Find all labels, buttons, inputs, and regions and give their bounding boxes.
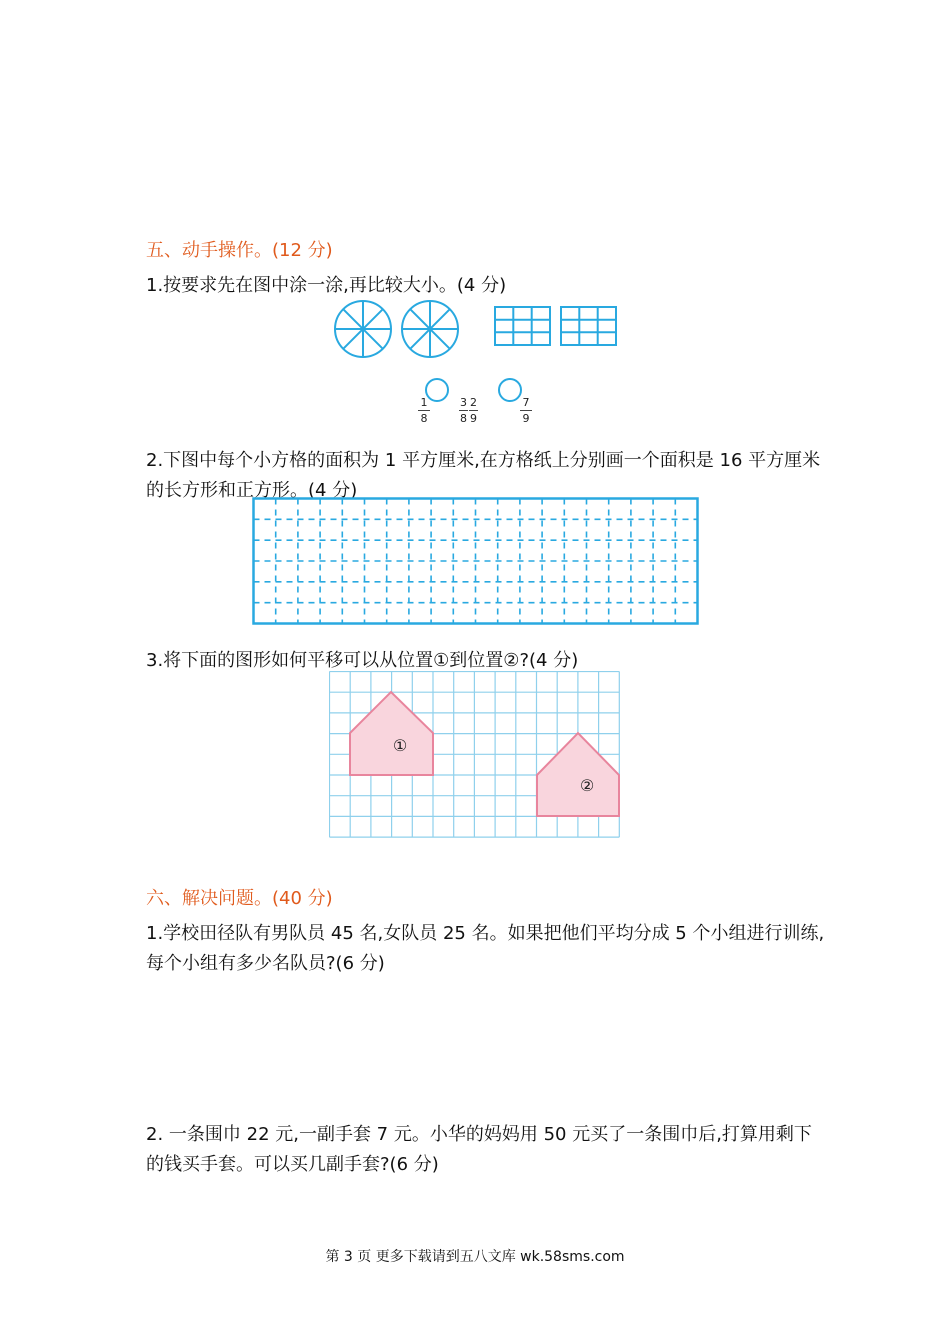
house-shape-position-1 <box>350 692 433 775</box>
fraction-denominator: 8 <box>460 412 467 425</box>
translation-grid <box>329 671 621 840</box>
question-6-2: 2. 一条围巾 22 元,一副手套 7 元。小华的妈妈用 50 元买了一条围巾后,打算用剩下的钱买手套。可以买几副手套?(6 分) <box>146 1124 812 1175</box>
fraction-2-9 <box>469 396 478 425</box>
question-5-2: 2.下图中每个小方格的面积为 1 平方厘米,在方格纸上分别画一个面积是 16 平方厘米的长方形和正方形。(4 分) <box>146 450 821 501</box>
fraction-7-9 <box>520 396 532 425</box>
fraction-denominator: 9 <box>470 412 477 425</box>
house-shape-position-2 <box>537 733 619 816</box>
fraction-3-8 <box>459 396 468 425</box>
fraction-numerator: 7 <box>522 396 530 409</box>
fraction-figures <box>330 296 630 360</box>
question-6-1: 1.学校田径队有男队员 45 名,女队员 25 名。如果把他们平均分成 5 个小组进行训练,每个小组有多少名队员?(6 分) <box>146 923 825 974</box>
section-5-title: 五、动手操作。(12 分) <box>146 240 333 261</box>
circle-eighths-2 <box>402 301 458 357</box>
fraction-denominator: 9 <box>522 412 530 425</box>
position-2-label: ② <box>579 776 595 795</box>
compare-circle-2 <box>499 379 521 401</box>
section-6-title: 六、解决问题。(40 分) <box>146 888 333 909</box>
square-grid-paper <box>252 497 700 627</box>
rect-ninths-2 <box>561 307 616 345</box>
position-1-label: ① <box>392 736 408 755</box>
fraction-denominator: 8 <box>420 412 428 425</box>
question-5-3: 3.将下面的图形如何平移可以从位置①到位置②?(4 分) <box>146 650 579 671</box>
rect-ninths-1 <box>495 307 550 345</box>
fraction-numerator: 2 <box>470 396 477 409</box>
fraction-numerator: 3 <box>460 396 467 409</box>
question-5-1: 1.按要求先在图中涂一涂,再比较大小。(4 分) <box>146 275 507 296</box>
page-footer: 第 3 页 更多下载请到五八文库 wk.58sms.com <box>325 1249 625 1265</box>
circle-eighths-1 <box>335 301 391 357</box>
fraction-1-8 <box>418 396 430 425</box>
fraction-numerator: 1 <box>420 396 428 409</box>
